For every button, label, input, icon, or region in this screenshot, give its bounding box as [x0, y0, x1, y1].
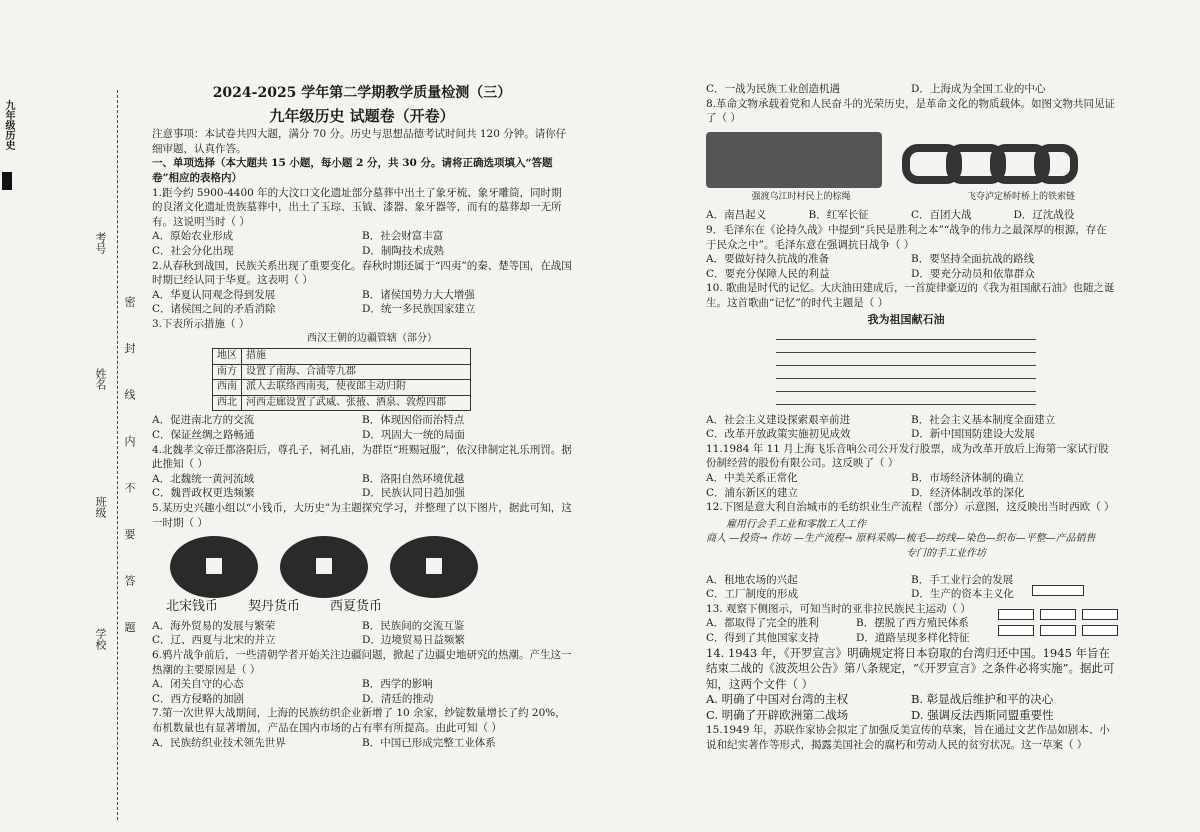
coin-label: 北宋钱币 — [166, 599, 219, 615]
option-b[interactable]: B．西学的影响 — [362, 678, 433, 691]
photo-caption: 强渡乌江时村民上的棕绳 — [751, 191, 851, 202]
option-a[interactable]: A．北魏统一黄河流域 — [152, 472, 255, 485]
registration-mark — [2, 172, 12, 190]
table-header: 地区 — [213, 349, 242, 365]
question-stem: 15.1949 年，苏联作家协会拟定了加强反美宣传的草案，旨在通过文艺作品如剧本、小说和纪实著作等形式，揭露美国社会的腐朽和劳动人民的贫穷状况。这一草案（ ） — [706, 724, 1110, 751]
option-a[interactable]: A．要做好持久抗战的准备 — [706, 253, 830, 266]
option-a[interactable]: A．华夏认同观念得到发展 — [152, 288, 276, 301]
coin-images — [170, 536, 572, 598]
score-title: 我为祖国献石油 — [867, 312, 945, 326]
option-a[interactable]: A．都取得了完全的胜利 — [706, 617, 819, 630]
question-stem: 6.鸦片战争前后，一些清朝学者开始关注边疆问题，掀起了边疆史地研究的热潮。产生这一热潮的主要原因是（ ） — [152, 649, 572, 676]
option-b[interactable]: B．体现因俗而治特点 — [362, 414, 465, 427]
coin-icon — [280, 536, 368, 598]
movement-chart-icon — [998, 585, 1116, 637]
class-field[interactable]: 班级 — [94, 496, 107, 518]
school-field[interactable]: 学校 — [94, 628, 107, 650]
question-stem: 7.第一次世界大战期间，上海的民族纺织企业新增了 10 余家，纱锭数量增长了约 20%，布机数量也有显著增加，产品在国内市场的占有率有所提高。由此可知（ ） — [152, 707, 566, 734]
coin-label: 西夏货币 — [330, 599, 383, 615]
option-b[interactable]: B．洛阳自然环境优越 — [362, 472, 465, 485]
right-column — [706, 82, 1116, 752]
question-5 — [152, 501, 572, 648]
option-a[interactable]: A．中美关系正常化 — [706, 471, 798, 484]
option-b[interactable]: B. 彰显战后维护和平的决心 — [911, 692, 1054, 707]
flow-main: 商人 —投资→ 作坊 —生产流程→ 原料采购—梳毛—纺线—染色—织布—平整—产品销售 — [706, 533, 1096, 545]
music-score — [776, 313, 1036, 409]
question-7 — [152, 706, 572, 750]
name-field[interactable]: 姓名 — [94, 368, 107, 390]
exam-notice: 注意事项：本试卷共四大题，满分 70 分。历史与思想品德考试时间共 120 分钟。请你仔细审题，认真作答。 — [152, 128, 567, 155]
option-c[interactable]: C．得到了其他国家支持 — [706, 632, 820, 645]
option-c[interactable]: C．西方侵略的加剧 — [152, 692, 245, 705]
option-c[interactable]: C．要充分保障人民的利益 — [706, 267, 830, 280]
option-a[interactable]: A．南昌起义 — [706, 209, 767, 222]
question-stem: 8.革命文物承载着党和人民奋斗的光荣历史，是革命文化的物质载体。如图文物共同见证了（ ） — [706, 97, 1116, 125]
table-caption: 西汉王朝的边疆管辖（部分） — [307, 332, 437, 344]
question-4 — [152, 443, 572, 501]
option-b[interactable]: B．手工业行会的发展 — [911, 573, 1014, 586]
option-b[interactable]: B．市场经济体制的确立 — [911, 471, 1024, 484]
option-b[interactable]: B．民族间的交流互鉴 — [362, 619, 465, 632]
option-a[interactable]: A．海外贸易的发展与繁荣 — [152, 619, 276, 632]
option-c[interactable]: C．辽、西夏与北宋的并立 — [152, 634, 276, 647]
option-c[interactable]: C．魏晋政权更迭频繁 — [152, 487, 255, 500]
option-d[interactable]: D．经济体制改革的深化 — [911, 486, 1025, 499]
question-8 — [706, 97, 1116, 223]
option-a[interactable]: A．促进南北方的交流 — [152, 414, 255, 427]
option-b[interactable]: B．社会财富丰富 — [362, 230, 444, 243]
table-cell: 西南 — [213, 380, 242, 396]
option-c[interactable]: C．一战为民族工业创造机遇 — [706, 83, 841, 95]
question-9 — [706, 223, 1116, 281]
question-6 — [152, 648, 572, 706]
option-c[interactable]: C．诸侯国之间的矛盾消除 — [152, 303, 276, 316]
table-cell: 派人去联络西南夷，使夜郎主动归附 — [242, 380, 471, 396]
flow-top: 雇用行会手工业和零散工人工作 — [726, 518, 866, 530]
question-stem: 11.1984 年 11 月上海飞乐音响公司公开发行股票，成为改革开放后上海第一家试行股份制经营的股份有限公司。这反映了（ ） — [706, 442, 1109, 470]
option-c[interactable]: C．百团大战 — [911, 209, 972, 222]
question-stem: 2.从春秋到战国，民族关系出现了重要变化。春秋时期还属于“四夷”的秦、楚等国，在战国时期已经认同于华夏。这表明（ ） — [152, 259, 572, 287]
option-d[interactable]: D．新中国国防建设大发展 — [911, 428, 1035, 441]
option-c[interactable]: C．浦东新区的建立 — [706, 486, 799, 499]
left-column — [152, 82, 572, 750]
border-table — [212, 348, 471, 411]
option-d[interactable]: D．生产的资本主义化 — [911, 588, 1014, 601]
section-heading: 一、单项选择（本大题共 15 小题，每小题 2 分，共 30 分。请将正确选项填入“答题卷”相应的表格内） — [152, 157, 553, 184]
question-stem: 12.下图是意大利自治城市的毛纺织业生产流程（部分）示意图，这反映出当时西欧（ ） — [706, 501, 1115, 514]
seal-line — [117, 90, 118, 820]
option-d[interactable]: D．清廷的推动 — [362, 692, 434, 705]
option-d[interactable]: D．制陶技术成熟 — [362, 244, 444, 257]
question-stem: 3.下表所示措施（ ） — [152, 317, 250, 330]
option-b[interactable]: B．社会主义基本制度全面建立 — [911, 413, 1056, 426]
question-stem: 9．毛泽东在《论持久战》中提到“兵民是胜利之本”“战争的伟力之最深厚的根源，存在于民众之中”。毛泽东意在强调抗日战争（ ） — [706, 223, 1107, 251]
flow-bottom: 专门的手工业作坊 — [906, 547, 986, 559]
option-d[interactable]: D. 强调反法西斯同盟重要性 — [911, 707, 1054, 722]
photo-caption: 飞夺泸定桥时桥上的铁索链 — [966, 191, 1075, 202]
question-stem: 14. 1943 年，《开罗宣言》明确规定将日本窃取的台湾归还中国。1945 年旨在结束二战的《波茨坦公告》第八条规定，“《开罗宣言》之条件必将实施”。据此可知，这两个文件（ ） — [706, 645, 1115, 691]
option-d[interactable]: D．民族认同日趋加强 — [362, 487, 465, 500]
option-a[interactable]: A．原始农业形成 — [152, 230, 234, 243]
option-a[interactable]: A．民族纺织业技术领先世界 — [152, 736, 286, 749]
exam-number-field[interactable]: 考号 — [94, 232, 107, 254]
subject-label: 九年级历史 — [3, 100, 14, 150]
option-a[interactable]: A. 明确了中国对台湾的主权 — [706, 692, 849, 707]
option-c[interactable]: C．保证丝绸之路畅通 — [152, 429, 255, 442]
production-flow-diagram — [706, 518, 1116, 570]
seal-warning: 密 封 线 内 不 要 答 题 — [123, 296, 136, 649]
exam-title: 2024-2025 学年第二学期教学质量检测（三） — [212, 85, 512, 101]
question-13 — [706, 602, 1006, 646]
exam-subtitle: 九年级历史 试题卷（开卷） — [269, 106, 455, 125]
coin-icon — [390, 536, 478, 598]
option-d[interactable]: D．统一多民族国家建立 — [362, 303, 476, 316]
binding-margin — [0, 0, 140, 832]
question-11 — [706, 442, 1116, 500]
question-stem: 13. 观察下侧图示，可知当时的亚非拉民族民主运动（ ） — [706, 602, 971, 615]
option-a[interactable]: A．闭关自守的心态 — [152, 678, 244, 691]
table-cell: 西北 — [213, 395, 242, 411]
option-b[interactable]: B．摆脱了西方殖民体系 — [856, 617, 969, 630]
question-3 — [152, 317, 572, 443]
question-15 — [706, 723, 1116, 752]
question-stem: 4.北魏孝文帝迁都洛阳后，尊孔子，祠孔庙，为群臣“班赐冠服”，依汉律制定礼乐刑罚。据此推知（ ） — [152, 443, 572, 471]
option-d[interactable]: D．上海成为全国工业的中心 — [911, 83, 1046, 95]
question-stem: 10. 歌曲是时代的记忆。大庆油田建成后，一首旋律豪迈的《我为祖国献石油》也随之诞生。这首歌曲“记忆”的时代主题是（ ） — [706, 282, 1115, 309]
option-b[interactable]: B．诸侯国势力大大增强 — [362, 288, 475, 301]
option-b[interactable]: B．要坚持全面抗战的路线 — [911, 253, 1035, 266]
option-a[interactable]: A．租地农场的兴起 — [706, 573, 798, 586]
option-c[interactable]: C．工厂制度的形成 — [706, 588, 799, 601]
option-a[interactable]: A．社会主义建设探索艰辛前进 — [706, 413, 851, 426]
option-d[interactable]: D．要充分动员和依靠群众 — [911, 267, 1035, 280]
question-2 — [152, 259, 572, 317]
option-b[interactable]: B．中国已形成完整工业体系 — [362, 736, 496, 749]
option-d[interactable]: D．辽沈战役 — [1013, 209, 1075, 222]
option-c[interactable]: C．社会分化出现 — [152, 244, 234, 257]
option-d[interactable]: D．边境贸易日益频繁 — [362, 634, 465, 647]
option-d[interactable]: D．巩固大一统的局面 — [362, 429, 465, 442]
question-10 — [706, 281, 1116, 441]
table-cell: 南方 — [213, 364, 242, 380]
option-b[interactable]: B．红军长征 — [808, 209, 869, 222]
question-1 — [152, 186, 572, 259]
question-stem: 5.某历史兴趣小组以“小钱币，大历史”为主题探究学习，并整理了以下图片，据此可知，这一时期（ ） — [152, 502, 572, 529]
relic-images — [706, 132, 1116, 188]
table-cell: 河西走廊设置了武威、张掖、酒泉、敦煌四郡 — [242, 395, 471, 411]
option-c[interactable]: C．改革开放政策实施初见成效 — [706, 428, 851, 441]
question-stem: 1.距今约 5900-4400 年的大汶口文化遗址部分墓葬中出土了象牙梳、象牙雕筒，同时期的良渚文化遗址贵族墓葬中，出土了玉琮、玉钺、漆器、象牙器等，而有的墓葬却一无所有。这说明当时（ ） — [152, 186, 562, 228]
coin-label: 契丹货币 — [248, 599, 301, 615]
question-14 — [706, 646, 1116, 724]
option-c[interactable]: C. 明确了开辟欧洲第二战场 — [706, 707, 849, 722]
table-header: 措施 — [242, 349, 471, 365]
option-d[interactable]: D．道路呈现多样化特征 — [856, 632, 970, 645]
coin-icon — [170, 536, 258, 598]
rope-photo-icon — [706, 132, 882, 188]
table-cell: 设置了南海、合浦等九郡 — [242, 364, 471, 380]
chain-photo-icon — [902, 132, 1078, 188]
